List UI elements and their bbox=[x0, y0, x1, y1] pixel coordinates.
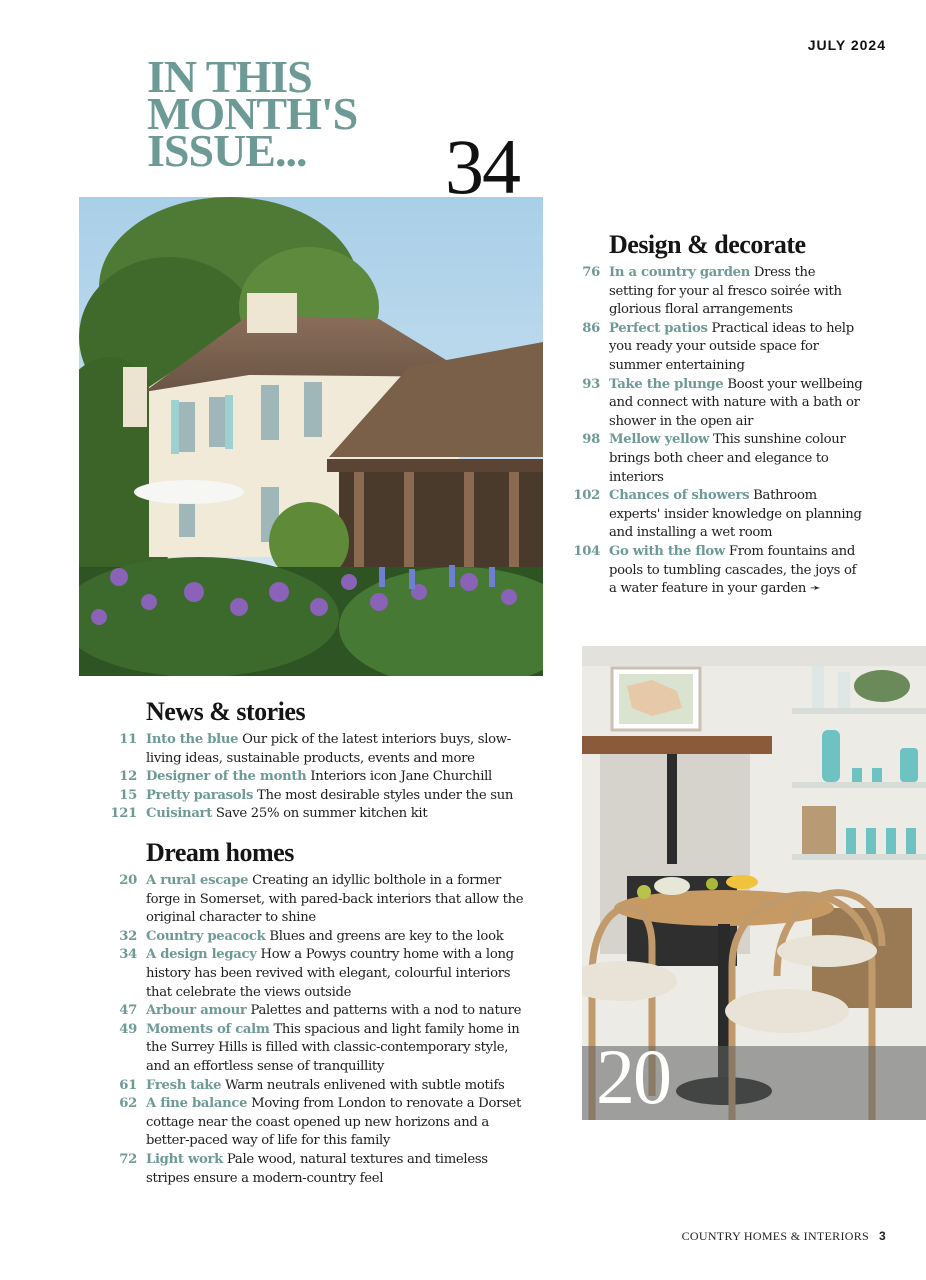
article-title: Arbour amour bbox=[146, 1003, 247, 1019]
article-desc: The most desirable styles under the sun bbox=[257, 787, 514, 803]
folio-page-number: 3 bbox=[879, 1229, 886, 1243]
news-stories-section bbox=[110, 697, 530, 824]
article-title: A design legacy bbox=[146, 947, 257, 963]
article-title: Light work bbox=[146, 1151, 224, 1167]
article-desc: How a Powys country home with a long history has been revived with elegant, colourful interiors that celebrate the views outside bbox=[146, 947, 514, 1000]
article-desc: Our pick of the latest interiors buys, slow-living ideas, sustainable products, events and more bbox=[146, 732, 511, 766]
list-item[interactable] bbox=[110, 872, 530, 928]
page-number: 72 bbox=[119, 1151, 137, 1167]
article-title: Chances of showers bbox=[609, 488, 750, 504]
article-desc: Bathroom experts' insider knowledge on planning and installing a wet room bbox=[609, 488, 862, 541]
section-title: News & stories bbox=[146, 697, 306, 726]
article-title: Into the blue bbox=[146, 732, 239, 747]
article-title: Pretty parasols bbox=[146, 787, 254, 803]
page-number: 121 bbox=[110, 806, 137, 822]
article-desc: Creating an idyllic bolthole in a former forge in Somerset, with pared-back interiors that allow the original character to shine bbox=[146, 873, 524, 926]
section-title: Design & decorate bbox=[609, 230, 806, 259]
feature-page-number: 20 bbox=[596, 1033, 670, 1120]
heading-line: MONTH'S bbox=[147, 88, 358, 139]
list-item[interactable] bbox=[110, 1021, 530, 1077]
list-item[interactable] bbox=[110, 805, 530, 824]
article-title: In a country garden bbox=[609, 265, 750, 280]
list-item[interactable] bbox=[573, 487, 863, 543]
article-desc: Save 25% on summer kitchen kit bbox=[215, 806, 428, 822]
article-title: Country peacock bbox=[146, 928, 266, 944]
page-heading bbox=[147, 51, 407, 176]
list-item[interactable] bbox=[110, 1002, 530, 1021]
house-garden-photo bbox=[79, 197, 543, 676]
list-item[interactable] bbox=[110, 1077, 530, 1096]
page-number: 62 bbox=[119, 1096, 137, 1112]
section-title: Dream homes bbox=[146, 838, 294, 867]
heading-line: ISSUE... bbox=[147, 125, 307, 176]
list-item[interactable] bbox=[110, 768, 530, 787]
list-item[interactable] bbox=[573, 431, 863, 487]
page-number: 61 bbox=[119, 1077, 137, 1093]
issue-date: JULY 2024 bbox=[807, 37, 886, 53]
list-item[interactable] bbox=[573, 376, 863, 432]
article-desc: Practical ideas to help you ready your outside space for summer entertaining bbox=[609, 320, 854, 373]
article-title: Fresh take bbox=[146, 1077, 222, 1093]
list-item[interactable] bbox=[573, 543, 863, 599]
design-decorate-section bbox=[573, 230, 863, 599]
page-number: 15 bbox=[119, 787, 137, 803]
article-desc: This sunshine colour brings both cheer and elegance to interiors bbox=[609, 432, 846, 485]
article-desc: Palettes and patterns with a nod to nature bbox=[250, 1003, 522, 1019]
article-title: Moments of calm bbox=[146, 1021, 270, 1037]
article-desc: Interiors icon Jane Churchill bbox=[310, 769, 492, 785]
article-desc: Pale wood, natural textures and timeless stripes ensure a modern-country feel bbox=[146, 1151, 488, 1186]
page-number: 12 bbox=[119, 769, 137, 785]
list-item[interactable] bbox=[573, 264, 863, 320]
list-item[interactable] bbox=[110, 731, 530, 768]
article-desc: Dress the setting for your al fresco soirée with glorious floral arrangements bbox=[609, 265, 842, 318]
article-title: A fine balance bbox=[146, 1096, 248, 1112]
article-desc: From fountains and pools to tumbling cascades, the joys of a water feature in your garden ➛ bbox=[609, 543, 857, 597]
page-footer bbox=[682, 1229, 886, 1244]
article-title: Perfect patios bbox=[609, 320, 708, 336]
article-desc: Moving from London to renovate a Dorset cottage near the coast opened up new horizons and a better-paced way of life for this family bbox=[146, 1096, 522, 1149]
list-item[interactable] bbox=[110, 1095, 530, 1151]
feature-page-number: 34 bbox=[445, 123, 519, 210]
heading-line: IN THIS bbox=[147, 51, 312, 102]
page-number: 76 bbox=[582, 265, 600, 280]
article-desc: Boost your wellbeing and connect with nature with a bath or shower in the open air bbox=[609, 376, 863, 429]
list-item[interactable] bbox=[573, 320, 863, 376]
article-title: Designer of the month bbox=[146, 769, 307, 785]
list-item[interactable] bbox=[110, 787, 530, 806]
page-number: 98 bbox=[582, 432, 600, 448]
list-item[interactable] bbox=[110, 946, 530, 1002]
article-desc: Blues and greens are key to the look bbox=[269, 928, 504, 944]
magazine-name: COUNTRY HOMES & INTERIORS bbox=[681, 1229, 870, 1243]
list-item[interactable] bbox=[110, 928, 530, 947]
page-number: 104 bbox=[573, 543, 600, 559]
page-number: 32 bbox=[119, 928, 137, 944]
list-item[interactable] bbox=[110, 1151, 530, 1188]
page-number: 34 bbox=[119, 947, 137, 963]
dream-homes-section bbox=[110, 838, 530, 1188]
page-number: 102 bbox=[573, 488, 600, 504]
article-title: Take the plunge bbox=[609, 376, 724, 392]
article-title: Cuisinart bbox=[146, 806, 213, 822]
page-number: 93 bbox=[582, 376, 600, 392]
page-number: 86 bbox=[582, 320, 600, 336]
page-number: 11 bbox=[119, 732, 137, 747]
article-desc: Warm neutrals enlivened with subtle motifs bbox=[225, 1077, 505, 1093]
page-number: 47 bbox=[119, 1003, 137, 1019]
article-title: Go with the flow bbox=[609, 543, 725, 559]
page-number: 49 bbox=[119, 1021, 137, 1037]
article-title: Mellow yellow bbox=[609, 432, 710, 448]
article-title: A rural escape bbox=[146, 873, 249, 888]
page-number: 20 bbox=[119, 873, 137, 888]
article-desc: This spacious and light family home in the Surrey Hills is filled with classic-contemporary style, and an effortless sense of tranquillity bbox=[146, 1021, 520, 1074]
